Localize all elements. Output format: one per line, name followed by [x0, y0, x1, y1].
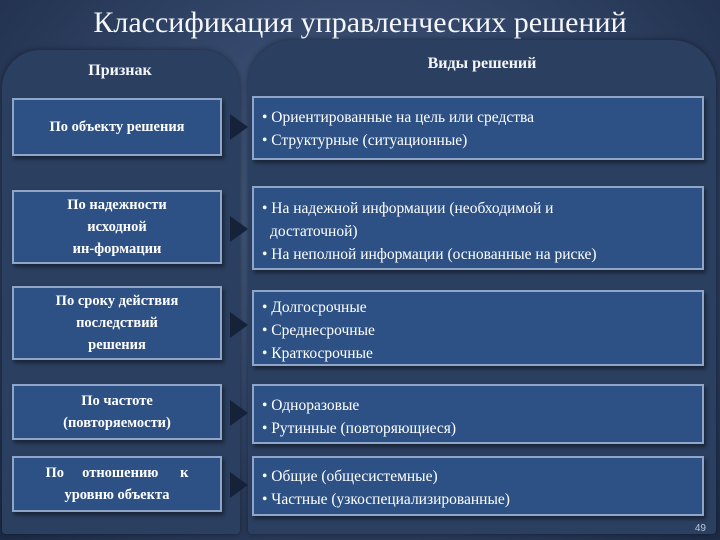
criterion-line: исходной [87, 219, 147, 235]
arrow-icon [230, 216, 248, 242]
type-item: • Структурные (ситуационные) [262, 132, 468, 149]
criterion-box-term [12, 286, 222, 360]
type-item: • На неполной информации (основанные на риске) [262, 246, 597, 263]
type-item: • Одноразовые [262, 397, 360, 414]
criterion-box-frequency [12, 384, 222, 440]
criterion-box-reliability [12, 190, 222, 264]
criterion-box-level [12, 456, 222, 512]
type-item: • На надежной информации (необходимой и [262, 200, 554, 217]
arrow-icon [230, 114, 248, 140]
page-number: 49 [694, 523, 706, 534]
types-box-level [252, 456, 704, 516]
type-item: • Общие (общесистемные) [262, 468, 438, 485]
type-item: • Среднесрочные [262, 322, 375, 339]
arrow-icon [230, 312, 248, 338]
criterion-line: решения [88, 337, 146, 353]
types-box-object [252, 96, 704, 160]
type-item: • Краткосрочные [262, 345, 373, 362]
criterion-box-object [12, 98, 222, 156]
criterion-line: По надежности [67, 197, 167, 213]
criterion-line: По объекту решения [49, 119, 185, 135]
criterion-line: уровню объекта [64, 487, 170, 503]
page-title: Классификация управленческих решений [93, 6, 627, 39]
types-box-frequency [252, 384, 704, 444]
criteria-header: Признак [88, 62, 152, 79]
criterion-line: По отношению к [45, 465, 189, 481]
type-item: • Долгосрочные [262, 299, 367, 316]
type-item: • Ориентированные на цель или средства [262, 109, 534, 126]
criterion-line: (повторяемости) [63, 415, 171, 431]
type-item: • Рутинные (повторяющиеся) [262, 420, 457, 437]
types-box-reliability [252, 186, 704, 270]
type-item: достаточной) [270, 223, 358, 240]
types-header: Виды решений [427, 55, 537, 72]
arrow-icon [230, 472, 248, 498]
criterion-line: По сроку действия [55, 293, 179, 309]
criterion-line: По частоте [81, 393, 153, 409]
types-box-term [252, 290, 704, 366]
criterion-line: ин-формации [72, 241, 162, 257]
type-item: • Частные (узкоспециализированные) [262, 491, 510, 508]
criterion-line: последствий [76, 315, 158, 331]
arrow-icon [230, 400, 248, 426]
